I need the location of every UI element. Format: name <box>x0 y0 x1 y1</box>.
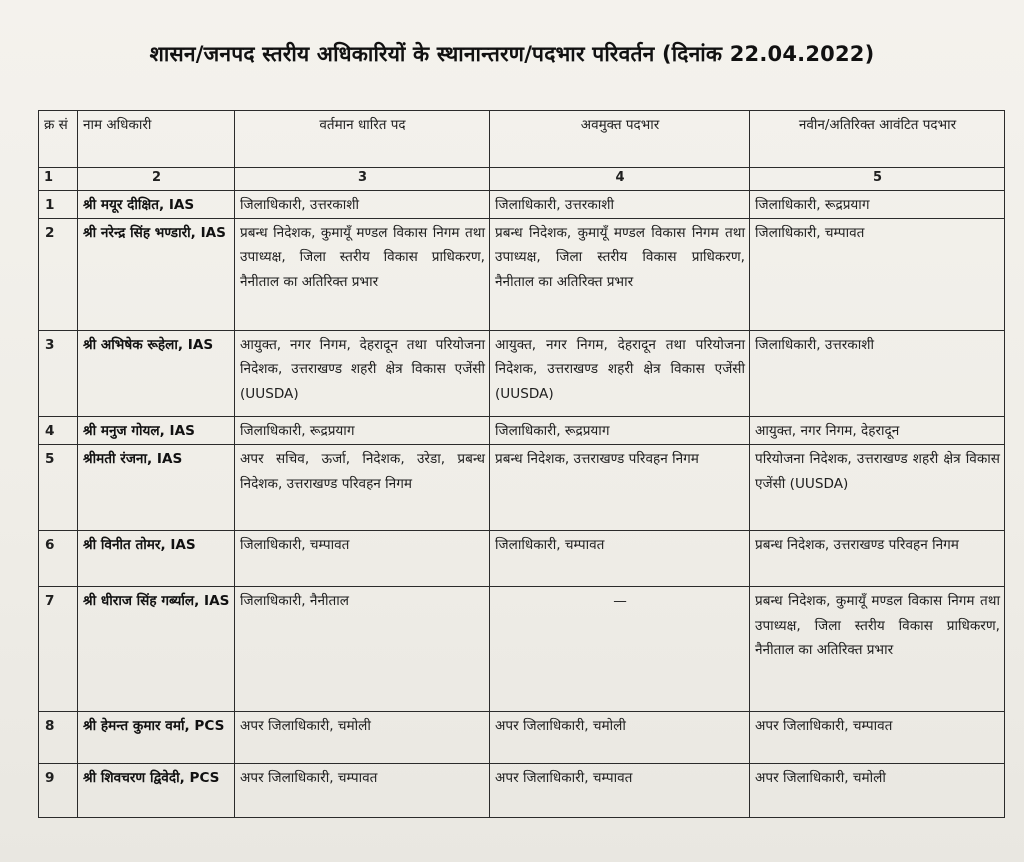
table-row <box>39 219 1005 331</box>
page-title: शासन/जनपद स्तरीय अधिकारियों के स्थानान्तरण/पदभार परिवर्तन (दिनांक 22.04.2022) <box>149 42 875 66</box>
row-sn: 2 <box>39 219 78 331</box>
column-number-row <box>39 168 1005 191</box>
new-charge: अपर जिलाधिकारी, चमोली <box>750 764 1005 818</box>
row-sn: 9 <box>39 764 78 818</box>
officer-name: श्री विनीत तोमर, IAS <box>78 531 235 587</box>
officer-name: श्रीमती रंजना, IAS <box>78 445 235 531</box>
new-charge: प्रबन्ध निदेशक, उत्तराखण्ड परिवहन निगम <box>750 531 1005 587</box>
current-post: जिलाधिकारी, रूद्रप्रयाग <box>235 417 490 445</box>
row-sn: 4 <box>39 417 78 445</box>
officer-name: श्री मनुज गोयल, IAS <box>78 417 235 445</box>
table-row <box>39 417 1005 445</box>
header-sn: क्र सं <box>39 111 78 168</box>
relieved-charge: आयुक्त, नगर निगम, देहरादून तथा परियोजना निदेशक, उत्तराखण्ड शहरी क्षेत्र विकास एजेंसी (UUSDA) <box>490 331 750 417</box>
relieved-charge: प्रबन्ध निदेशक, कुमायूँ मण्डल विकास निगम तथा उपाध्यक्ष, जिला स्तरीय विकास प्राधिकरण, नैनीताल का अतिरिक्त प्रभार <box>490 219 750 331</box>
row-sn: 7 <box>39 587 78 712</box>
current-post: जिलाधिकारी, चम्पावत <box>235 531 490 587</box>
current-post: जिलाधिकारी, नैनीताल <box>235 587 490 712</box>
header-relieved-charge: अवमुक्त पदभार <box>490 111 750 168</box>
relieved-charge: जिलाधिकारी, रूद्रप्रयाग <box>490 417 750 445</box>
column-number: 4 <box>490 168 750 191</box>
officer-name: श्री शिवचरण द्विवेदी, PCS <box>78 764 235 818</box>
table-row <box>39 764 1005 818</box>
transfer-table <box>38 110 1005 818</box>
new-charge: जिलाधिकारी, उत्तरकाशी <box>750 331 1005 417</box>
current-post: प्रबन्ध निदेशक, कुमायूँ मण्डल विकास निगम तथा उपाध्यक्ष, जिला स्तरीय विकास प्राधिकरण, नैनीताल का अतिरिक्त प्रभार <box>235 219 490 331</box>
relieved-charge: प्रबन्ध निदेशक, उत्तराखण्ड परिवहन निगम <box>490 445 750 531</box>
officer-name: श्री नरेन्द्र सिंह भण्डारी, IAS <box>78 219 235 331</box>
new-charge: जिलाधिकारी, रूद्रप्रयाग <box>750 191 1005 219</box>
new-charge: प्रबन्ध निदेशक, कुमायूँ मण्डल विकास निगम तथा उपाध्यक्ष, जिला स्तरीय विकास प्राधिकरण, नैनीताल का अतिरिक्त प्रभार <box>750 587 1005 712</box>
row-sn: 5 <box>39 445 78 531</box>
current-post: अपर सचिव, ऊर्जा, निदेशक, उरेडा, प्रबन्ध निदेशक, उत्तराखण्ड परिवहन निगम <box>235 445 490 531</box>
new-charge: अपर जिलाधिकारी, चम्पावत <box>750 712 1005 764</box>
relieved-charge: जिलाधिकारी, चम्पावत <box>490 531 750 587</box>
header-current-post: वर्तमान धारित पद <box>235 111 490 168</box>
officer-name: श्री हेमन्त कुमार वर्मा, PCS <box>78 712 235 764</box>
relieved-charge: — <box>490 587 750 712</box>
row-sn: 1 <box>39 191 78 219</box>
current-post: आयुक्त, नगर निगम, देहरादून तथा परियोजना निदेशक, उत्तराखण्ड शहरी क्षेत्र विकास एजेंसी (UUSDA) <box>235 331 490 417</box>
row-sn: 3 <box>39 331 78 417</box>
relieved-charge: जिलाधिकारी, उत्तरकाशी <box>490 191 750 219</box>
relieved-charge: अपर जिलाधिकारी, चम्पावत <box>490 764 750 818</box>
current-post: जिलाधिकारी, उत्तरकाशी <box>235 191 490 219</box>
officer-name: श्री धीराज सिंह गर्ब्याल, IAS <box>78 587 235 712</box>
current-post: अपर जिलाधिकारी, चमोली <box>235 712 490 764</box>
row-sn: 8 <box>39 712 78 764</box>
column-number: 2 <box>78 168 235 191</box>
relieved-charge: अपर जिलाधिकारी, चमोली <box>490 712 750 764</box>
new-charge: जिलाधिकारी, चम्पावत <box>750 219 1005 331</box>
officer-name: श्री मयूर दीक्षित, IAS <box>78 191 235 219</box>
column-number: 1 <box>39 168 78 191</box>
new-charge: परियोजना निदेशक, उत्तराखण्ड शहरी क्षेत्र विकास एजेंसी (UUSDA) <box>750 445 1005 531</box>
header-name: नाम अधिकारी <box>78 111 235 168</box>
new-charge: आयुक्त, नगर निगम, देहरादून <box>750 417 1005 445</box>
column-number: 5 <box>750 168 1005 191</box>
table-row <box>39 445 1005 531</box>
table-row <box>39 191 1005 219</box>
current-post: अपर जिलाधिकारी, चम्पावत <box>235 764 490 818</box>
table-row <box>39 331 1005 417</box>
header-new-charge: नवीन/अतिरिक्त आवंटित पदभार <box>750 111 1005 168</box>
column-number: 3 <box>235 168 490 191</box>
table-row <box>39 712 1005 764</box>
header-row <box>39 111 1005 168</box>
table-row <box>39 587 1005 712</box>
table-row <box>39 531 1005 587</box>
row-sn: 6 <box>39 531 78 587</box>
officer-name: श्री अभिषेक रूहेला, IAS <box>78 331 235 417</box>
